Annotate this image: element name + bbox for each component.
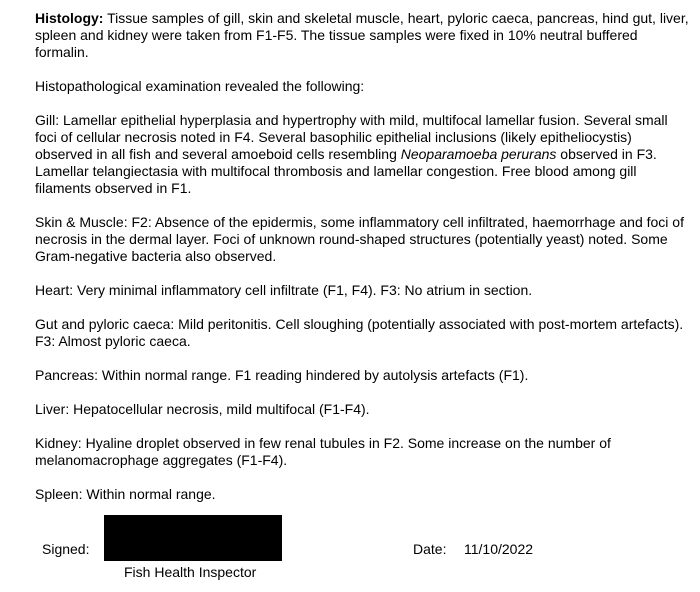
histology-text: Tissue samples of gill, skin and skeletal muscle, heart, pyloric caeca, pancreas, hind gut, liver, spleen and kidney were taken from F1-F5. The tissue samples were fixed in 10% neutral buffered formalin. (35, 10, 689, 60)
signer-role: Fish Health Inspector (124, 564, 257, 580)
histology-report (35, 10, 690, 503)
intro-paragraph: Histopathological examination revealed the following: (35, 78, 365, 94)
signature-redaction (104, 515, 282, 561)
gill-paragraph (35, 112, 690, 197)
pancreas-paragraph: Pancreas: Within normal range. F1 reading hindered by autolysis artefacts (F1). (35, 367, 529, 383)
date-value: 11/10/2022 (464, 541, 534, 557)
heart-paragraph: Heart: Very minimal inflammatory cell infiltrate (F1, F4). F3: No atrium in section. (35, 282, 533, 298)
gill-text-part2: observed in F3. Lamellar telangiectasia with multifocal thrombosis and lamellar congestion. Free blood among gill filaments observed in F1. (35, 146, 657, 196)
liver-paragraph: Liver: Hepatocellular necrosis, mild multifocal (F1-F4). (35, 401, 370, 417)
histology-heading: Histology: (35, 10, 104, 26)
skin-muscle-paragraph: Skin & Muscle: F2: Absence of the epidermis, some inflammatory cell infiltrated, haemorrhage and foci of necrosis in the dermal layer. Foci of unknown round-shaped structures (potentially yeast) noted. Some Gram-negative bacteria also observed. (35, 214, 684, 264)
gut-paragraph: Gut and pyloric caeca: Mild peritonitis. Cell sloughing (potentially associated with post-mortem artefacts). F3: Almost pyloric caeca. (35, 316, 684, 349)
kidney-paragraph: Kidney: Hyaline droplet observed in few renal tubules in F2. Some increase on the number of melanomacrophage aggregates (F1-F4). (35, 435, 611, 468)
gill-text-part1: Gill: Lamellar epithelial hyperplasia and hypertrophy with mild, multifocal lamellar fusion. Several small foci of cellular necrosis noted in F4. Several basophilic epithelial inclusions (likely epitheliocystis) observed in all fish and several amoeboid cells resembling (35, 112, 668, 162)
histology-paragraph (35, 10, 690, 61)
date-label: Date: (413, 541, 447, 557)
signed-label: Signed: (42, 541, 90, 557)
spleen-paragraph: Spleen: Within normal range. (35, 486, 216, 502)
gill-species-name: Neoparamoeba perurans (400, 146, 557, 162)
